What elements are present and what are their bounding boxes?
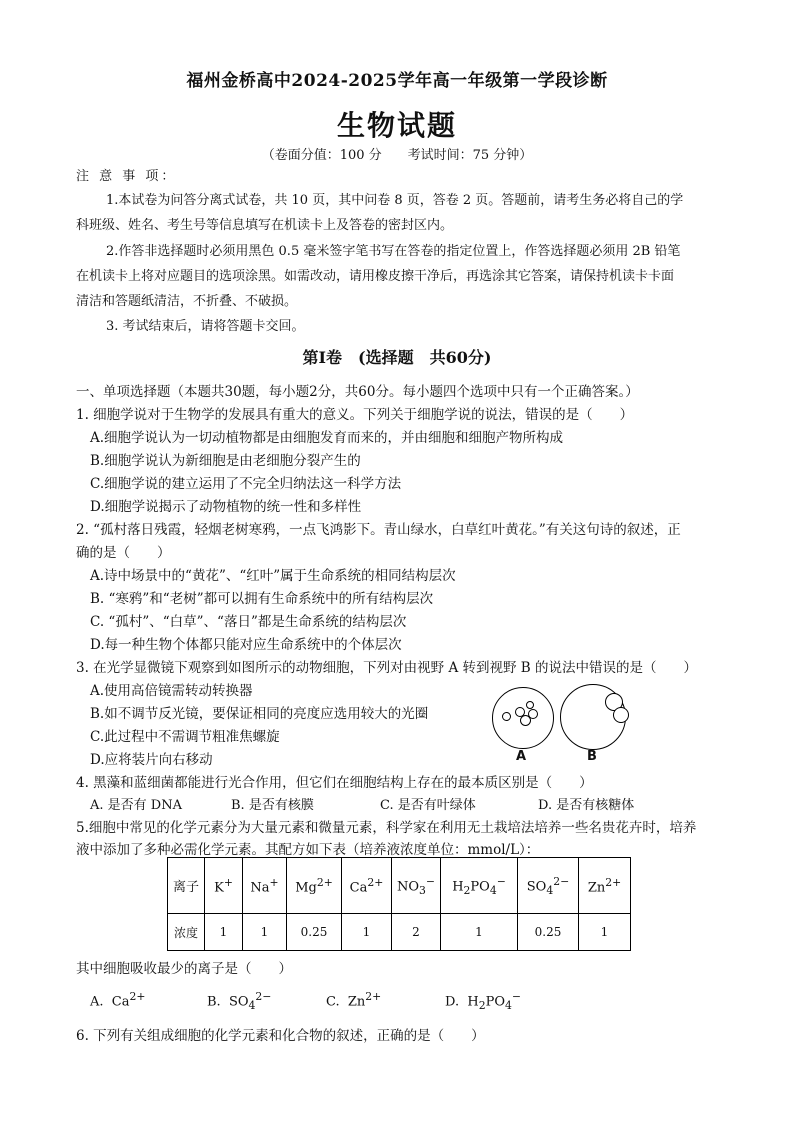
q5-stem-line2: 液中添加了多种必需化学元素。其配方如下表（培养液浓度单位：mmol/L）： — [76, 842, 540, 858]
table-cell: 1 — [243, 914, 287, 951]
microscope-field-a — [492, 687, 554, 749]
table-cell: $NO_3^-$ — [392, 858, 441, 914]
q4-option-a: A. 是否有 DNA — [90, 798, 182, 813]
q1-option-b: B.细胞学说认为新细胞是由老细胞分裂产生的 — [90, 453, 361, 469]
note-2-line1: 2.作答非选择题时必须用黑色 0.5 毫米签字笔书写在答卷的指定位置上，作答选择题必须用 2B 铅笔 — [106, 244, 681, 259]
q4-option-b: B. 是否有核膜 — [231, 798, 314, 813]
table-row — [168, 858, 631, 914]
notes-title: 注 意 事 项： — [76, 169, 178, 184]
table-cell: 1 — [205, 914, 243, 951]
q2-stem-line2: 确的是（ ） — [76, 545, 171, 561]
q2-option-b: B. “寒鸦”和“老树”都可以拥有生命系统中的所有结构层次 — [90, 591, 434, 607]
section-title: 第Ⅰ卷 (选择题 共60分) — [302, 348, 492, 367]
note-3: 3. 考试结束后，请将答题卡交回。 — [106, 319, 305, 334]
q2-stem-line1: 2. “孤村落日残霞，轻烟老树寒鸦，一点飞鸿影下。青山绿水，白草红叶黄花。”有关这句诗的叙述，正 — [76, 522, 681, 538]
table-cell: 0.25 — [518, 914, 579, 951]
table-row-label: 浓度 — [168, 914, 205, 951]
school-title: 福州金桥高中2024-2025学年高一年级第一学段诊断 — [186, 71, 608, 91]
q4-option-c: C. 是否有叶绿体 — [380, 798, 476, 813]
q1-option-d: D.细胞学说揭示了动物植物的统一性和多样性 — [90, 499, 362, 515]
table-cell: Na+ — [243, 858, 287, 914]
q6-stem: 6. 下列有关组成细胞的化学元素和化合物的叙述，正确的是（ ） — [76, 1028, 485, 1044]
table-cell: $Zn^{2+}$ — [579, 858, 631, 914]
exam-meta: （卷面分值：100 分 考试时间：75 分钟） — [261, 148, 533, 163]
q1-stem: 1. 细胞学说对于生物学的发展具有重大的意义。下列关于细胞学说的说法，错误的是（ ） — [76, 407, 634, 423]
table-cell: 0.25 — [287, 914, 342, 951]
q3-stem: 3. 在光学显微镜下观察到如图所示的动物细胞，下列对由视野 A 转到视野 B 的说法中错误的是（ ） — [76, 660, 698, 676]
note-2-line3: 清洁和答题纸清洁，不折叠、不破损。 — [76, 294, 298, 309]
cell-icon — [613, 707, 629, 723]
q5-option-c: C. $Zn^{2+}$ — [326, 990, 382, 1010]
table-head-cell: 离子 — [168, 858, 205, 914]
table-cell: 1 — [441, 914, 518, 951]
table-cell: 1 — [342, 914, 392, 951]
section-instructions: 一、单项选择题（本题共30题，每小题2分，共60分。每小题四个选项中只有一个正确答案。） — [76, 384, 639, 400]
figure-label-a: A — [516, 749, 527, 764]
q3-option-a: A.使用高倍镜需转动转换器 — [90, 683, 253, 699]
q2-option-a: A.诗中场景中的“黄花”、“红叶”属于生命系统的相同结构层次 — [90, 568, 456, 584]
table-cell: 1 — [579, 914, 631, 951]
figure-label-b: B — [587, 749, 597, 764]
q4-stem: 4. 黑藻和蓝细菌都能进行光合作用，但它们在细胞结构上存在的最本质区别是（ ） — [76, 775, 593, 791]
ion-concentration-table — [167, 857, 631, 951]
q2-option-c: C. “孤村”、“白草”、“落日”都是生命系统的结构层次 — [90, 614, 407, 630]
table-cell: $Ca^{2+}$ — [342, 858, 392, 914]
q2-option-d: D.每一种生物个体都只能对应生命系统中的个体层次 — [90, 637, 402, 653]
q5-question: 其中细胞吸收最少的离子是（ ） — [76, 961, 292, 977]
table-cell: $SO_4^{2-}$ — [518, 858, 579, 914]
q1-option-a: A.细胞学说认为一切动植物都是由细胞发育而来的，并由细胞和细胞产物所构成 — [90, 430, 564, 446]
q3-option-d: D.应将装片向右移动 — [90, 752, 213, 768]
microscope-field-b — [560, 684, 626, 750]
note-1-line2: 科班级、姓名、考生号等信息填写在机读卡上及答卷的密封区内。 — [76, 218, 454, 233]
subject-title: 生物试题 — [336, 109, 457, 142]
q5-stem-line1: 5.细胞中常见的化学元素分为大量元素和微量元素，科学家在利用无土栽培法培养一些名贵花卉时，培养 — [76, 820, 697, 836]
table-cell: K+ — [205, 858, 243, 914]
q5-option-d: D. $H_2PO_4^-$ — [445, 990, 521, 1012]
q3-option-c: C.此过程中不需调节粗准焦螺旋 — [90, 729, 280, 745]
note-2-line2: 在机读卡上将对应题目的选项涂黑。如需改动，请用橡皮擦干净后，再选涂其它答案，请保持机读卡卡面 — [76, 269, 675, 284]
cell-icon — [528, 709, 538, 719]
q5-option-b: B. $SO_4^{2-}$ — [207, 990, 272, 1012]
q5-option-a: A. $Ca^{2+}$ — [90, 990, 146, 1010]
table-cell: 2 — [392, 914, 441, 951]
note-1-line1: 1.本试卷为问答分离式试卷，共 10 页，其中问卷 8 页，答卷 2 页。答题前，请考生务必将自己的学 — [106, 193, 684, 208]
cell-icon — [526, 701, 534, 709]
table-cell: $H_2PO_4^-$ — [441, 858, 518, 914]
cell-icon — [502, 712, 511, 721]
q3-option-b: B.如不调节反光镜，要保证相同的亮度应选用较大的光圈 — [90, 706, 429, 722]
q1-option-c: C.细胞学说的建立运用了不完全归纳法这一科学方法 — [90, 476, 402, 492]
table-row — [168, 914, 631, 951]
q4-option-d: D. 是否有核糖体 — [538, 798, 635, 813]
table-cell: $Mg^{2+}$ — [287, 858, 342, 914]
